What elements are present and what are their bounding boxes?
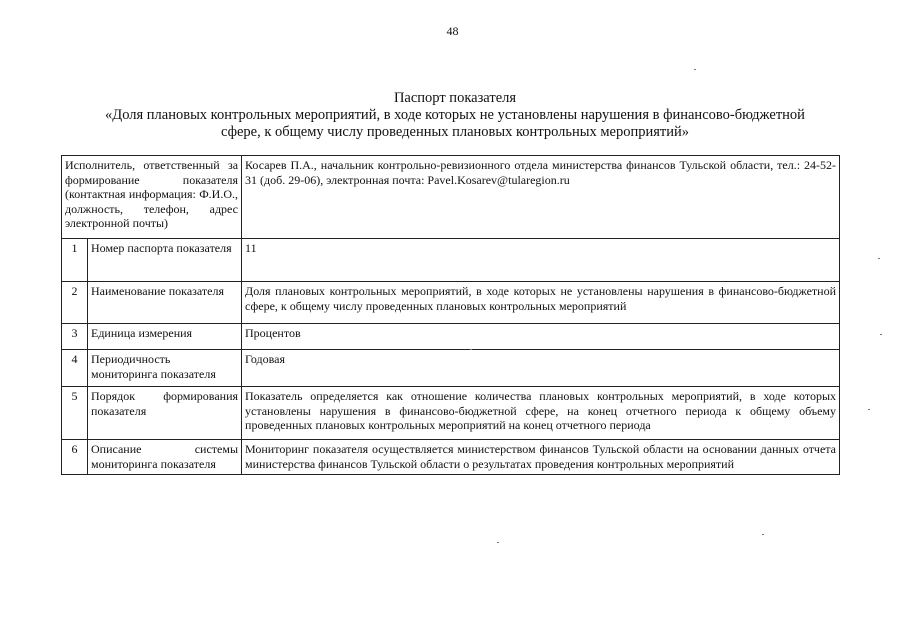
table-row bbox=[62, 282, 840, 324]
row-label: Периодичность мониторинга показателя bbox=[88, 350, 242, 387]
row-value: Мониторинг показателя осуществляется министерством финансов Тульской области на основании данных отчета министерства финансов Тульской области о результатах проведения контрольных мероприятий bbox=[242, 440, 840, 475]
row-number: 6 bbox=[62, 440, 88, 475]
table-row bbox=[62, 440, 840, 475]
row-number: 5 bbox=[62, 387, 88, 440]
row-value: Годовая bbox=[242, 350, 840, 387]
row-value: Процентов bbox=[242, 324, 840, 350]
title-line-1: Паспорт показателя bbox=[393, 90, 517, 106]
row-number: 1 bbox=[62, 239, 88, 282]
table-row bbox=[62, 239, 840, 282]
row-label: Описание системы мониторинга показателя bbox=[88, 440, 242, 475]
scan-speck bbox=[694, 69, 696, 70]
table-row-executor bbox=[62, 156, 840, 239]
scan-speck bbox=[878, 258, 880, 259]
executor-value: Косарев П.А., начальник контрольно-ревизионного отдела министерства финансов Тульской области, тел.: 24-52-31 (доб. 29-06), электронная почта: Pavel.Kosarev@tularegion.ru bbox=[242, 156, 840, 239]
row-number: 2 bbox=[62, 282, 88, 324]
row-label: Номер паспорта показателя bbox=[88, 239, 242, 282]
row-label: Единица измерения bbox=[88, 324, 242, 350]
row-number: 4 bbox=[62, 350, 88, 387]
scan-speck bbox=[762, 534, 764, 535]
scan-speck bbox=[868, 409, 870, 410]
title-line-3: сфере, к общему числу проведенных плановых контрольных мероприятий» bbox=[220, 124, 690, 140]
row-label: Порядок формирования показателя bbox=[88, 387, 242, 440]
table-row bbox=[62, 324, 840, 350]
row-label: Наименование показателя bbox=[88, 282, 242, 324]
title-line-2: «Доля плановых контрольных мероприятий, в ходе которых не установлены нарушения в финансово-бюджетной bbox=[105, 107, 805, 123]
scan-speck bbox=[497, 542, 499, 543]
row-value: 11 bbox=[242, 239, 840, 282]
row-value: Показатель определяется как отношение количества плановых контрольных мероприятий, в ходе которых установлены нарушения в финансово-бюджетной сфере, на конец отчетного периода к общему объему проведенных плановых контрольных мероприятий на конец отчетного периода bbox=[242, 387, 840, 440]
table-row bbox=[62, 387, 840, 440]
table-row bbox=[62, 350, 840, 387]
row-number: 3 bbox=[62, 324, 88, 350]
executor-label: Исполнитель, ответственный за формирование показателя (контактная информация: Ф.И.О., должность, телефон, адрес электронной почты) bbox=[62, 156, 242, 239]
passport-table bbox=[61, 155, 840, 475]
page-number: 48 bbox=[446, 24, 459, 38]
scan-speck bbox=[880, 334, 882, 335]
row-value: Доля плановых контрольных мероприятий, в ходе которых не установлены нарушения в финансово-бюджетной сфере, к общему числу проведенных плановых контрольных мероприятий bbox=[242, 282, 840, 324]
scan-speck bbox=[470, 349, 472, 350]
document-title bbox=[60, 90, 850, 141]
